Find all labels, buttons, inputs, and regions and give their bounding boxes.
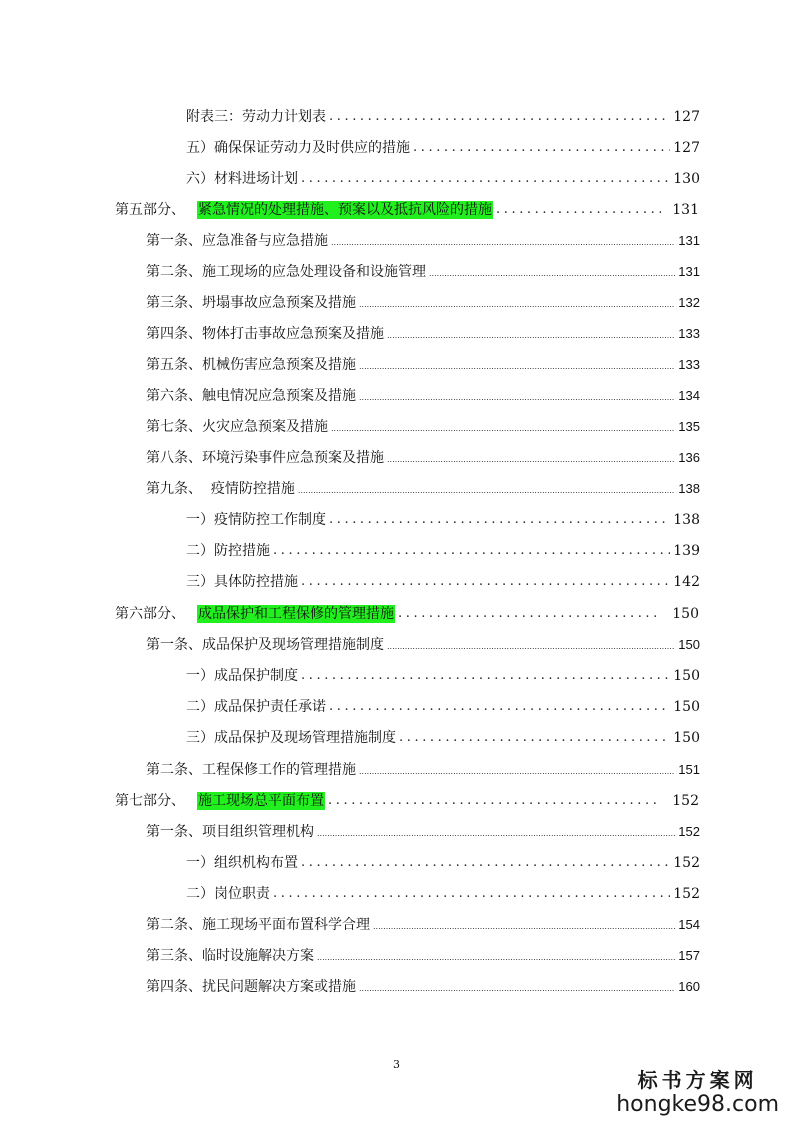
toc-entry-label: 第七条、火灾应急预案及措施 [146,419,328,435]
toc-page-number: 127 [673,140,700,156]
toc-page-number: 151 [678,762,700,777]
toc-page-number: 130 [673,171,700,187]
toc-part-title: 施工现场总平面布置 [198,793,324,809]
toc-part-entry[interactable] [115,197,699,219]
toc-page-number: 150 [672,606,699,622]
toc-page-number: 150 [673,668,700,684]
toc-entry-label: 第一条、成品保护及现场管理措施制度 [146,637,384,653]
toc-part-prefix: 第七部分、 [115,793,185,809]
leader-dots [301,170,670,188]
toc-entry[interactable] [146,476,700,498]
leader-dots [359,982,675,996]
toc-entry[interactable] [146,228,700,250]
toc-entry-label: 第二条、施工现场平面布置科学合理 [146,917,370,933]
toc-entry-label: 第二条、施工现场的应急处理设备和设施管理 [146,264,426,280]
toc-entry[interactable] [186,569,700,591]
toc-entry[interactable] [146,352,700,374]
toc-entry-label: 一）成品保护制度 [186,668,298,684]
toc-entry-label: 第九条、 疫情防控措施 [146,481,295,497]
toc-page-number: 131 [672,202,699,218]
toc-entry-label: 一）组织机构布置 [186,855,298,871]
toc-entry-label: 第四条、扰民问题解决方案或措施 [146,979,356,995]
toc-page-number: 152 [672,793,699,809]
toc-entry[interactable] [186,104,700,126]
page-number: 3 [393,1058,400,1071]
toc-entry-label: 二）岗位职责 [186,886,270,902]
toc-entry[interactable] [186,507,700,529]
toc-entry-label: 第六条、触电情况应急预案及措施 [146,388,356,404]
watermark-title: 标书方案网 [637,1068,758,1092]
toc-entry[interactable] [186,694,700,716]
watermark-logo [616,1068,779,1118]
leader-dots [301,573,670,591]
leader-dots [317,951,675,965]
toc-entry-label: 二）防控措施 [186,543,270,559]
toc-entry-label: 第三条、临时设施解决方案 [146,948,314,964]
toc-part-title: 成品保护和工程保修的管理措施 [198,606,394,622]
toc-page-number: 138 [673,512,700,528]
toc-entry-label: 第八条、环境污染事件应急预案及措施 [146,450,384,466]
toc-page-number: 142 [673,574,700,590]
toc-entry[interactable] [146,974,700,996]
toc-entry-label: 第一条、项目组织管理机构 [146,824,314,840]
toc-page-number: 160 [678,979,700,994]
toc-page-number: 135 [678,419,700,434]
leader-dots [398,605,661,623]
toc-page-number: 132 [678,295,700,310]
toc-entry[interactable] [146,445,700,467]
leader-dots [359,391,675,405]
toc-part-prefix: 第五部分、 [115,202,185,218]
toc-entry-label: 第一条、应急准备与应急措施 [146,233,328,249]
toc-entry[interactable] [186,881,700,903]
toc-page-number: 134 [678,388,700,403]
toc-entry-label: 第四条、物体打击事故应急预案及措施 [146,326,384,342]
toc-entry-label: 六）材料进场计划 [186,171,298,187]
toc-part-entry[interactable] [115,788,699,810]
toc-entry-label: 附表三：劳动力计划表 [186,109,326,125]
toc-page-number: 152 [678,824,700,839]
toc-entry-label: 第三条、坍塌事故应急预案及措施 [146,295,356,311]
leader-dots [273,885,670,903]
leader-dots [359,765,675,779]
toc-entry[interactable] [186,135,700,157]
leader-dots [298,484,675,498]
toc-page-number: 139 [673,543,700,559]
toc-entry[interactable] [146,912,700,934]
toc-entry-label: 三）具体防控措施 [186,574,298,590]
leader-dots [331,422,675,436]
toc-entry[interactable] [146,383,700,405]
toc-part-title: 紧急情况的处理措施、预案以及抵抗风险的措施 [198,202,492,218]
leader-dots [301,854,670,872]
leader-dots [413,139,670,157]
toc-entry[interactable] [146,943,700,965]
toc-page-number: 150 [673,730,700,746]
watermark-url: hongke98.com [616,1092,779,1117]
toc-page-number: 150 [678,637,700,652]
leader-dots [359,360,675,374]
leader-dots [387,453,675,467]
toc-entry[interactable] [186,725,700,747]
toc-entry-label: 五）确保保证劳动力及时供应的措施 [186,140,410,156]
leader-dots [387,640,675,654]
toc-page-number: 157 [678,948,700,963]
toc-entry[interactable] [146,819,700,841]
toc-entry[interactable] [146,757,700,779]
toc-page-number: 136 [678,450,700,465]
toc-part-entry[interactable] [115,601,699,623]
leader-dots [329,108,670,126]
leader-dots [331,236,675,250]
toc-page-number: 152 [673,855,700,871]
toc-entry[interactable] [146,414,700,436]
toc-page-number: 152 [673,886,700,902]
toc-entry[interactable] [186,538,700,560]
toc-page-number: 133 [678,357,700,372]
toc-entry[interactable] [186,166,700,188]
toc-entry-label: 第二条、工程保修工作的管理措施 [146,762,356,778]
toc-entry-label: 三）成品保护及现场管理措施制度 [186,730,396,746]
toc-entry[interactable] [146,632,700,654]
toc-page-number: 150 [673,699,700,715]
leader-dots [301,667,670,685]
toc-entry[interactable] [146,321,700,343]
toc-page-number: 138 [678,481,700,496]
leader-dots [387,329,675,343]
toc-part-prefix: 第六部分、 [115,606,185,622]
leader-dots [373,920,675,934]
leader-dots [359,298,675,312]
toc-entry-label: 一）疫情防控工作制度 [186,512,326,528]
leader-dots [328,792,661,810]
toc-entry[interactable] [186,663,700,685]
toc-page-number: 154 [678,917,700,932]
toc-entry-label: 二）成品保护责任承诺 [186,699,326,715]
leader-dots [273,542,670,560]
toc-entry[interactable] [146,290,700,312]
toc-entry-label: 第五条、机械伤害应急预案及措施 [146,357,356,373]
toc-page-number: 131 [678,233,700,248]
leader-dots [329,511,670,529]
toc-entry[interactable] [146,259,700,281]
toc-entry[interactable] [186,850,700,872]
leader-dots [496,201,661,219]
leader-dots [429,267,675,281]
leader-dots [399,729,670,747]
toc-page-number: 133 [678,326,700,341]
leader-dots [317,827,675,841]
toc-page-number: 127 [673,109,700,125]
toc-page-number: 131 [678,264,700,279]
leader-dots [329,698,670,716]
